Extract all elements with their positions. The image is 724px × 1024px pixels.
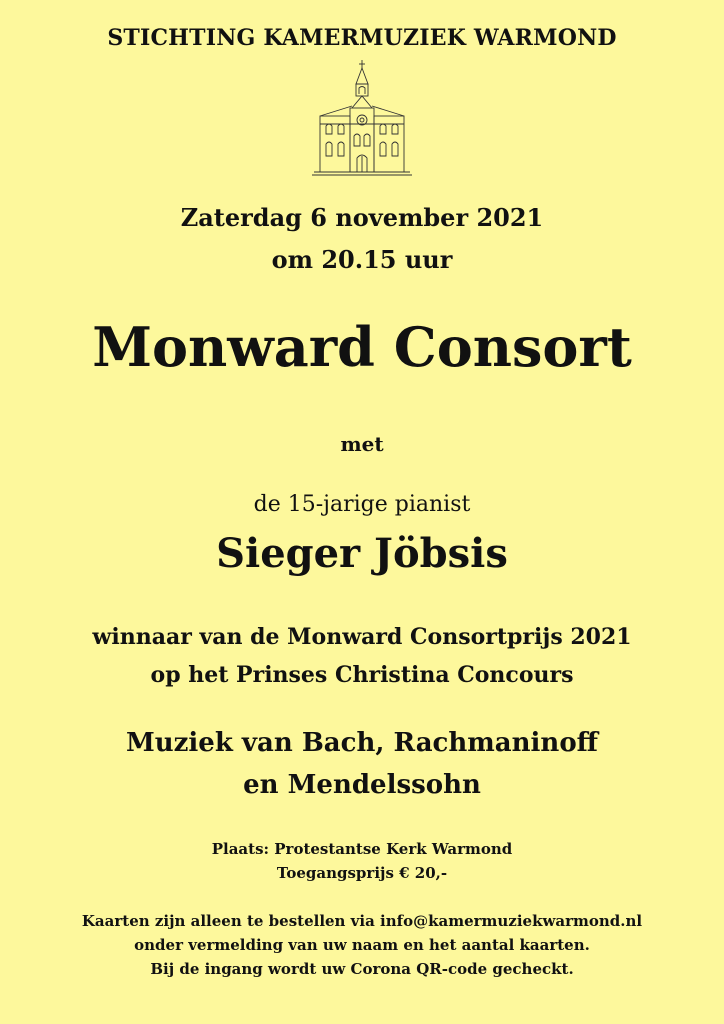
music-line-1: Muziek van Bach, Rachmaninoff (125, 728, 598, 758)
event-time: om 20.15 uur (271, 245, 453, 274)
tickets-line-2: onder vermelding van uw naam en het aantal kaarten. (134, 936, 590, 954)
tickets-line-1: Kaarten zijn alleen te bestellen via info@kamermuziekwarmond.nl (81, 912, 643, 930)
music-line-2: en Mendelssohn (243, 770, 481, 800)
ensemble-title: Monward Consort (92, 315, 632, 379)
tickets-line-3: Bij de ingang wordt uw Corona QR-code gecheckt. (150, 960, 574, 978)
event-date: Zaterdag 6 november 2021 (180, 203, 544, 232)
award-line-2: op het Prinses Christina Concours (150, 662, 574, 688)
venue-text: Plaats: Protestantse Kerk Warmond (211, 840, 513, 858)
organization-name: STICHTING KAMERMUZIEK WARMOND (107, 25, 617, 51)
soloist-description: de 15-jarige pianist (253, 492, 471, 517)
soloist-name: Sieger Jöbsis (216, 530, 508, 577)
connector-text: met (340, 432, 384, 456)
church-building-icon (312, 60, 412, 176)
award-line-1: winnaar van de Monward Consortprijs 2021 (92, 624, 632, 650)
price-text: Toegangsprijs € 20,- (276, 864, 448, 882)
